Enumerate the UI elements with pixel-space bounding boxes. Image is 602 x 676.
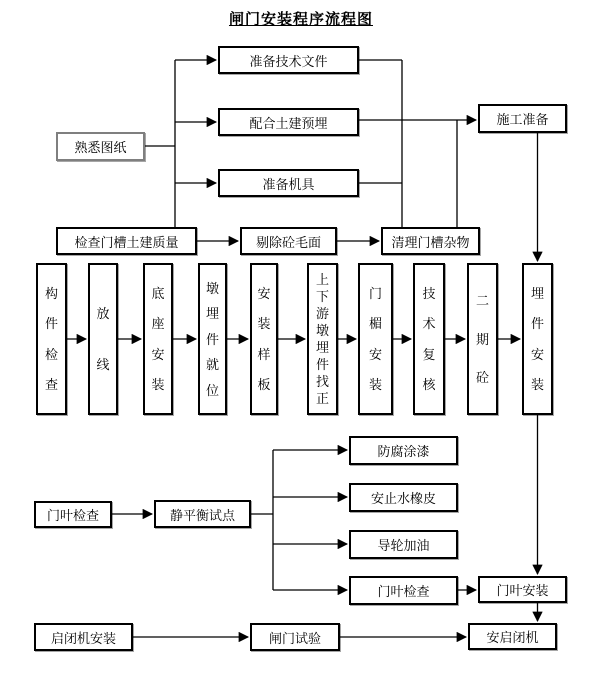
flow-node-embed-install: 埋 件 安 装 xyxy=(522,263,553,415)
flow-node-gate-test: 闸门试验 xyxy=(250,623,340,651)
flow-node-gate-leaf-check-1: 门叶检查 xyxy=(34,501,112,528)
flow-node-prepare-tools: 准备机具 xyxy=(218,169,359,197)
flow-node-second-stage-concrete: 二 期 砼 xyxy=(467,263,498,415)
flow-node-familiarize-drawings: 熟悉图纸 xyxy=(56,132,145,161)
flow-node-construction-prep: 施工准备 xyxy=(478,104,567,133)
page-title: 闸门安装程序流程图 xyxy=(228,11,373,28)
flow-node-hoist-install: 启闭机安装 xyxy=(34,623,133,651)
flow-node-gate-leaf-check-2: 门叶检查 xyxy=(349,576,458,605)
flow-node-install-hoist-machine: 安启闭机 xyxy=(468,623,557,650)
flow-node-lintel-install: 门 楣 安 装 xyxy=(358,263,393,415)
flow-node-base-install: 底 座 安 装 xyxy=(143,263,173,415)
flow-node-gate-leaf-install: 门叶安装 xyxy=(478,576,567,603)
flow-node-prepare-tech-docs: 准备技术文件 xyxy=(218,46,359,74)
flow-node-anticorrosion-paint: 防腐涂漆 xyxy=(349,436,458,465)
flow-node-align-pier-embeds: 上 下 游 墩 埋 件 找 正 xyxy=(307,263,338,415)
flow-node-install-water-seal-rubber: 安止水橡皮 xyxy=(349,483,458,512)
flow-node-static-balance-test: 静平衡试点 xyxy=(154,500,251,528)
flow-node-set-out-lines: 放 线 xyxy=(88,263,118,415)
flow-node-technical-recheck: 技 术 复 核 xyxy=(413,263,445,415)
flow-node-component-check: 构 件 检 查 xyxy=(36,263,67,415)
flow-node-install-template: 安 装 样 板 xyxy=(250,263,278,415)
flow-node-pier-embed-place: 墩 埋 件 就 位 xyxy=(198,263,227,415)
flow-node-guide-wheel-oiling: 导轮加油 xyxy=(349,530,458,559)
flow-node-coordinate-civil-embed: 配合土建预埋 xyxy=(218,108,359,136)
flow-node-chip-concrete-rough-face: 剔除砼毛面 xyxy=(240,227,337,255)
flow-node-clean-slot-debris: 清理门槽杂物 xyxy=(381,227,480,255)
flow-node-check-slot-civil-quality: 检查门槽土建质量 xyxy=(56,227,197,255)
